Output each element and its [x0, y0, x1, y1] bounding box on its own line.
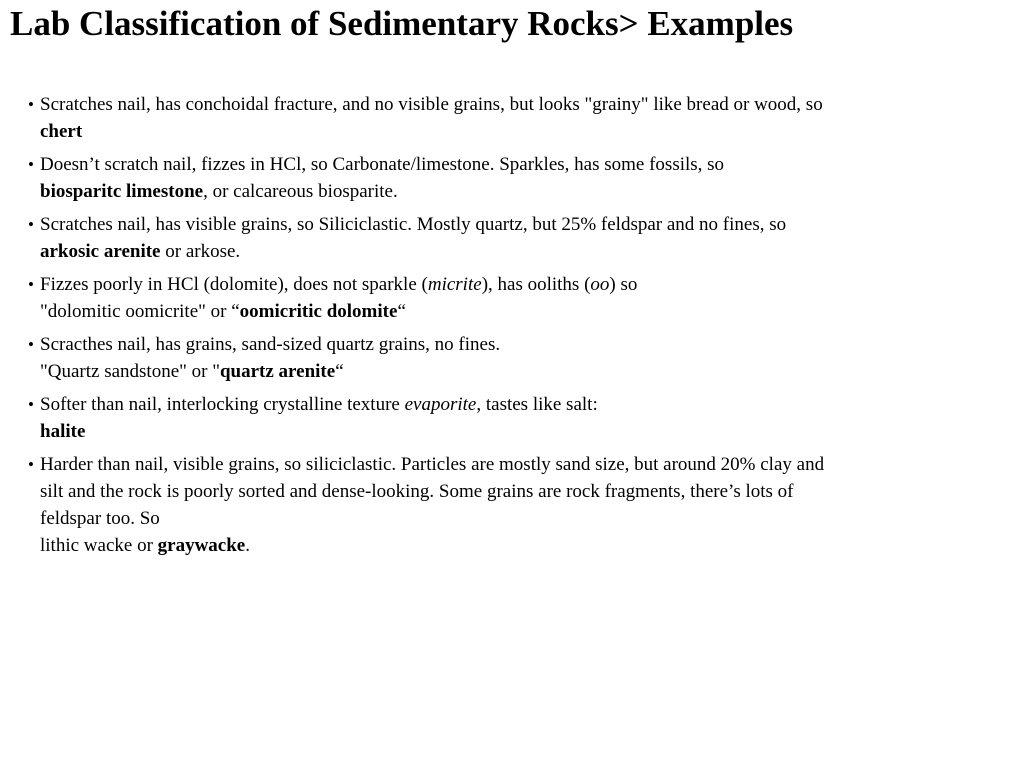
example-answer-line [40, 532, 992, 559]
rock-name: oomicritic dolomite [239, 301, 398, 322]
example-halite [28, 391, 992, 445]
example-description: Scratches nail, has conchoidal fracture, and no visible grains, but looks "grainy" like bread or wood, so [40, 94, 823, 115]
example-arkosic-arenite [28, 211, 992, 265]
bullet-icon: • [28, 215, 34, 234]
description-text: , tastes like salt: [476, 394, 598, 415]
example-quartz-arenite [28, 331, 992, 385]
example-description-cont: silt and the rock is poorly sorted and dense-looking. Some grains are rock fragments, there’s lots of [40, 481, 794, 502]
example-description [40, 271, 992, 298]
term-micrite: micrite [427, 274, 482, 295]
description-text: ), has ooliths ( [481, 274, 591, 295]
example-answer-line [40, 418, 992, 445]
answer-prefix: lithic wacke or [40, 535, 158, 556]
example-description: Harder than nail, visible grains, so siliciclastic. Particles are mostly sand size, but around 20% clay and [40, 454, 825, 475]
bullet-icon: • [28, 395, 34, 414]
example-answer-line [40, 358, 992, 385]
rock-name: biosparitc limestone [40, 181, 204, 202]
example-answer-line [40, 178, 992, 205]
bullet-icon: • [28, 155, 34, 174]
example-oomicritic-dolomite [28, 271, 992, 325]
description-text: Softer than nail, interlocking crystalline texture [40, 394, 405, 415]
example-description: Doesn’t scratch nail, fizzes in HCl, so Carbonate/limestone. Sparkles, has some fossils, so [40, 154, 725, 175]
example-description: Scracthes nail, has grains, sand-sized quartz grains, no fines. [40, 334, 501, 355]
example-answer-line [40, 118, 992, 145]
bullet-icon: • [28, 275, 34, 294]
rock-name: graywacke [157, 535, 246, 556]
example-biosparitic-limestone [28, 151, 992, 205]
bullet-icon: • [28, 335, 34, 354]
answer-suffix: or arkose. [160, 241, 241, 262]
rock-name: chert [40, 121, 83, 142]
example-description-cont: feldspar too. So [40, 508, 160, 529]
term-evaporite: evaporite [404, 394, 477, 415]
rock-name: arkosic arenite [40, 241, 161, 262]
answer-prefix: "dolomitic oomicrite" or “ [40, 301, 240, 322]
slide-title: Lab Classification of Sedimentary Rocks> Examples [10, 4, 794, 43]
term-oo: oo [590, 274, 610, 295]
answer-prefix: "Quartz sandstone" or " [40, 361, 220, 382]
example-answer-line [40, 298, 992, 325]
example-chert [28, 91, 992, 145]
example-description: Scratches nail, has visible grains, so Siliciclastic. Mostly quartz, but 25% feldspar and no fines, so [40, 214, 787, 235]
answer-suffix: , or calcareous biosparite. [203, 181, 398, 202]
description-text: ) so [609, 274, 638, 295]
examples-list [28, 91, 992, 565]
answer-suffix: “ [397, 301, 406, 322]
rock-name: halite [40, 421, 86, 442]
answer-suffix: . [245, 535, 250, 556]
bullet-icon: • [28, 455, 34, 474]
rock-name: quartz arenite [219, 361, 336, 382]
example-description [40, 391, 992, 418]
example-answer-line [40, 238, 992, 265]
answer-suffix: “ [335, 361, 344, 382]
example-graywacke [28, 451, 992, 559]
bullet-icon: • [28, 95, 34, 114]
description-text: Fizzes poorly in HCl (dolomite), does not sparkle ( [40, 274, 428, 295]
